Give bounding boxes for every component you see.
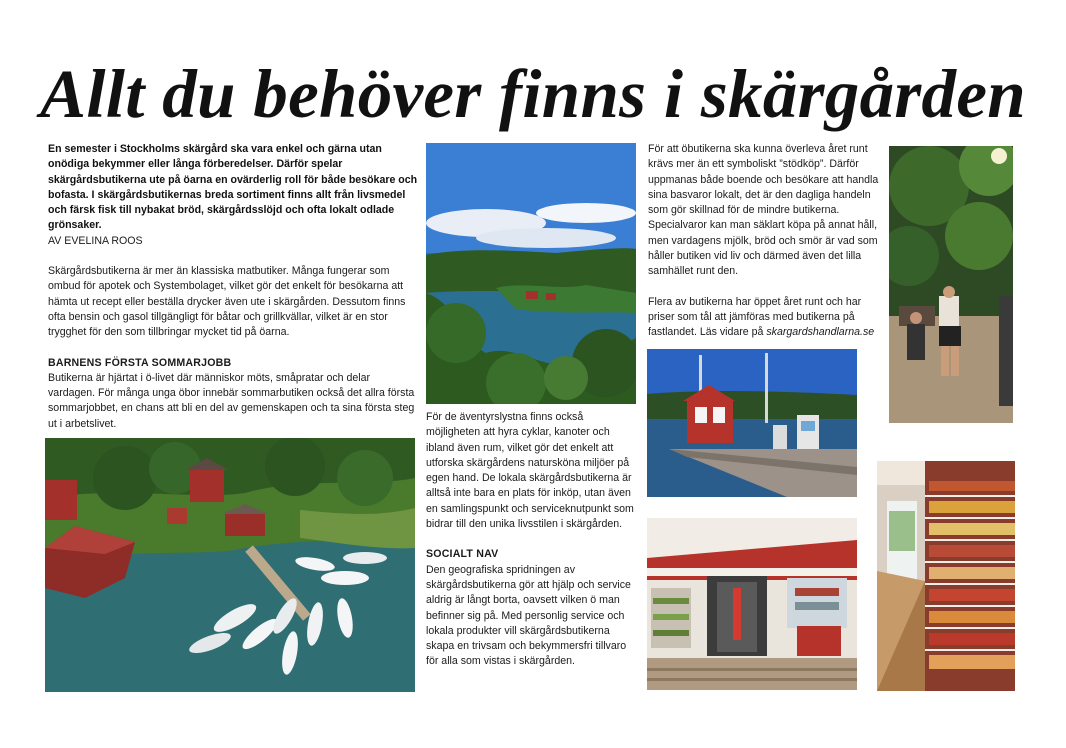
body-paragraph-open-year-round [648, 295, 880, 341]
section-heading-social-hub: SOCIALT NAV [426, 548, 499, 561]
body-paragraph-support: För att öbutikerna ska kunna överleva året runt krävs mer än ett symboliskt ”stödköp”. Därför uppmanas både boende och besökare att handla sina basvaror lokalt, det är den dagliga handeln som gör skillnad för de mindre butikerna. Specialvaror kan man säklart köpa på annat håll, men vardagens mjölk, bröd och smör är vad som håller butiken vid liv och därmed även det lilla samhället runt den. [648, 143, 879, 278]
body-paragraph: Skärgårdsbutikerna är mer än klassiska matbutiker. Många fungerar som ombud för apotek och Systembolaget, vilket gör det enkelt för besökarna att hämta ut recept eller beställa drycker även ute i skärgården. Dessutom finns ofta bensin och gasol tillgängligt för båtar och grillkvällar, vilket är en stor trygghet för den som tillbringar mycket tid på öarna. [48, 265, 406, 339]
article-column-3 [648, 142, 880, 356]
byline: AV EVELINA ROOS [48, 234, 143, 247]
photo-aerial-harbor [45, 438, 415, 692]
photo-shop-aisle [877, 461, 1015, 691]
headline: Allt du behöver finns i skärgården [40, 56, 1026, 132]
lead-paragraph: En semester i Stockholms skärgård ska vara enkel och gärna utan onödiga bekymmer eller långa förberedelser. Därför spelar skärgårdsbutikerna ute på öarna en ovärderlig roll för både besökare och bofasta. I skärgårdsbutikernas breda sortiment finns allt från livsmedel och färsk fisk till nybakat bröd, skärgårdsslöjd och ofta lokalt odlade grönsaker. [48, 143, 418, 232]
website-link[interactable]: skargardshandlarna.se [766, 326, 875, 339]
photo-visitors-outside-shop [889, 146, 1013, 423]
section-text-summer-job: Butikerna är hjärtat i ö-livet där människor möts, småpratar och delar vardagen. För många unga öbor innebär sommarbutiken också det allra första sommarjobbet, en chans att bli en del av gemenskapen och ta sina första steg ut i arbetslivet. [48, 371, 415, 430]
photo-fuel-dock [647, 349, 857, 497]
body-paragraph-activities: För de äventyrslystna finns också möjligheten att hyra cyklar, kanoter och ibland även rum, vilket gör det enkelt att utforska skärgårdens natursköna miljöer på egen hand. De lokala skärgårdsbutikerna är alltså inte bara en plats för inköp, utan även en samlingspunkt och serviceknutpunkt som bidrar till den unika livsstilen i skärgården. [426, 411, 634, 531]
section-heading-summer-job: BARNENS FÖRSTA SOMMARJOBB [48, 356, 232, 369]
photo-archipelago-bay [426, 143, 636, 404]
section-text-social-hub: Den geografiska spridningen av skärgårdsbutikerna gör att hjälp och service aldrig är långt borta, oavsett vilken ö man befinner sig på. Med personlig service och lokala produkter vill skärgårdsbutikerna skapa en trivsam och bekymmersfri tillvaro för alla som vistas i skärgården. [426, 563, 631, 668]
photo-shop-entrance [647, 518, 857, 690]
article-column-2 [426, 410, 636, 685]
open-year-round-text: Flera av butikerna har öppet året runt och har priser som tål att jämföras med butikerna på fastlandet. Läs vidare på [648, 295, 862, 339]
article-column-1 [48, 142, 418, 447]
